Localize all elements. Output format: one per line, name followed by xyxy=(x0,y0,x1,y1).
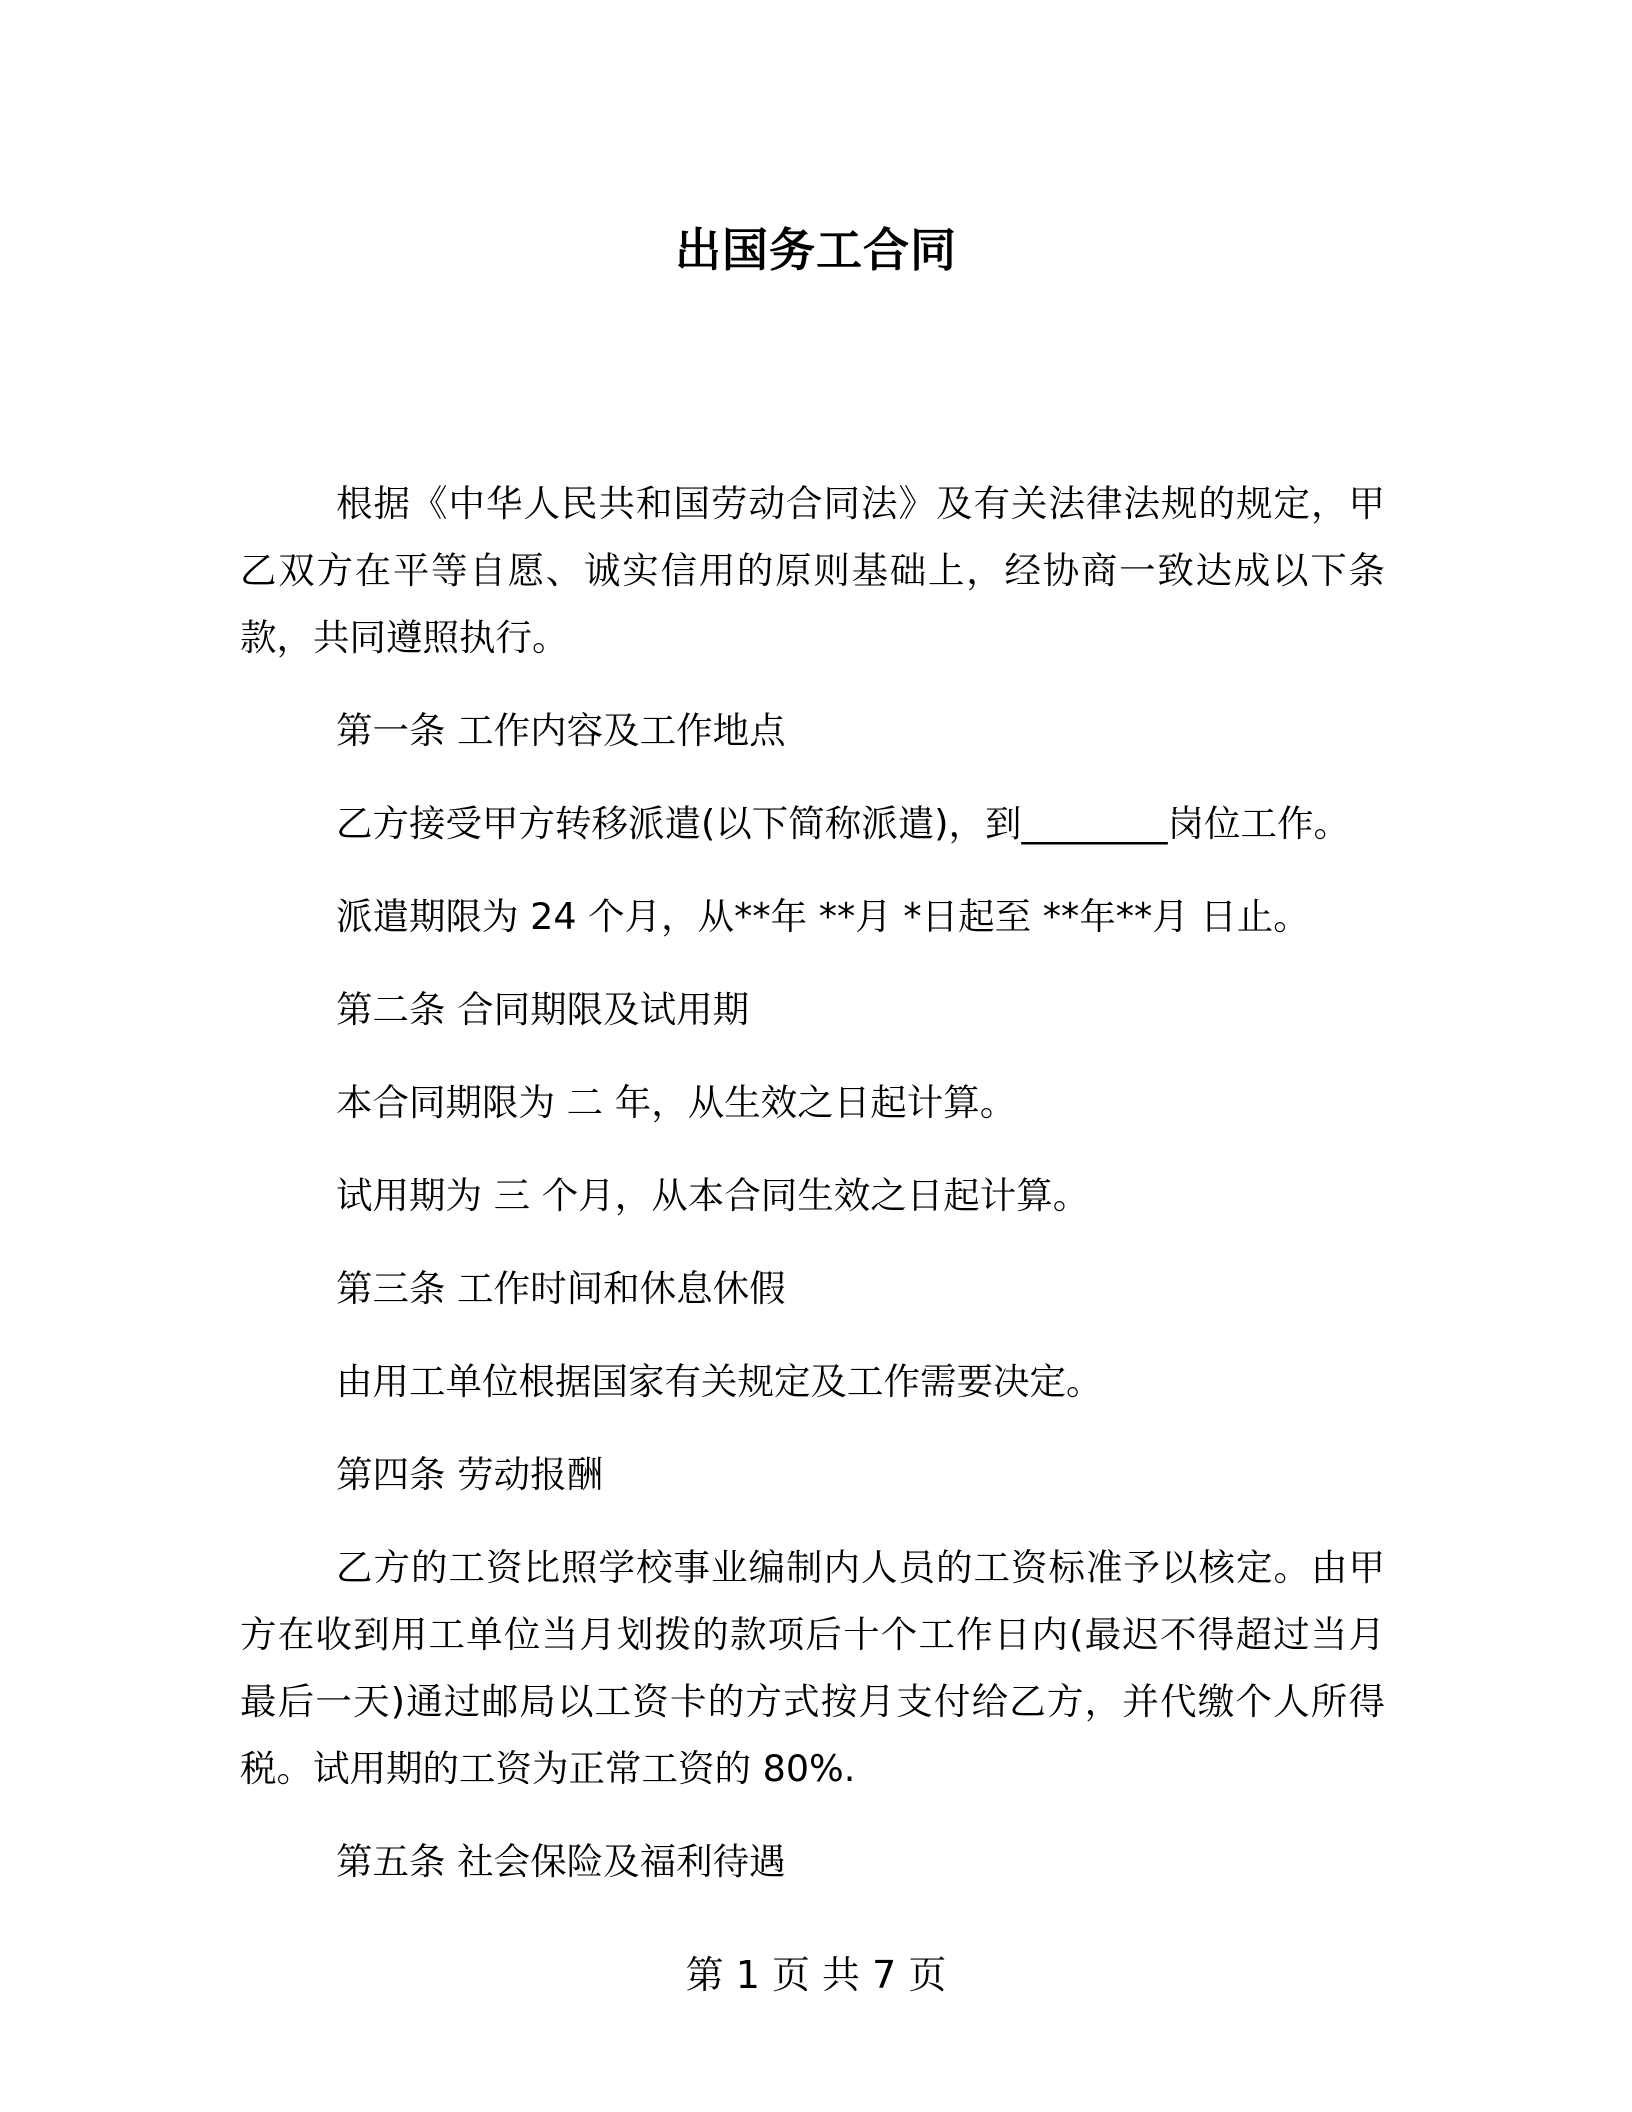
article-3-clause-1: 由用工单位根据国家有关规定及工作需要决定。 xyxy=(336,1360,1103,1403)
page-number-footer: 第 1 页 共 7 页 xyxy=(685,1953,947,1997)
article-4-clause-1: 乙方的工资比照学校事业编制内人员的工资标准予以核定。由甲方在收到用工单位当月划拨的款项后十个工作日内(最迟不得超过当月最后一天)通过邮局以工资卡的方式按月支付给乙方，并代缴个人所得税。试用期的工资为正常工资的 80%. xyxy=(240,1546,1385,1790)
article-5-heading: 第五条 社会保险及福利待遇 xyxy=(336,1840,786,1883)
article-2-clause-2: 试用期为 三 个月，从本合同生效之日起计算。 xyxy=(336,1174,1090,1217)
document-body xyxy=(240,470,1385,1921)
article-3-heading: 第三条 工作时间和休息休假 xyxy=(336,1267,786,1310)
article-4-heading: 第四条 劳动报酬 xyxy=(336,1453,604,1496)
article-1-heading: 第一条 工作内容及工作地点 xyxy=(336,709,786,752)
article-2-clause-1: 本合同期限为 二 年，从生效之日起计算。 xyxy=(336,1081,1017,1124)
article-2-heading: 第二条 合同期限及试用期 xyxy=(336,988,750,1031)
article-1-clause-2: 派遣期限为 24 个月，从**年 **月 *日起至 **年**月 日止。 xyxy=(336,895,1310,938)
intro-paragraph: 根据《中华人民共和国劳动合同法》及有关法律法规的规定，甲乙双方在平等自愿、诚实信用的原则基础上，经协商一致达成以下条款，共同遵照执行。 xyxy=(240,482,1385,659)
article-1-clause-1: 乙方接受甲方转移派遣(以下简称派遣)，到________岗位工作。 xyxy=(336,802,1350,845)
document-title: 出国务工合同 xyxy=(675,223,957,277)
